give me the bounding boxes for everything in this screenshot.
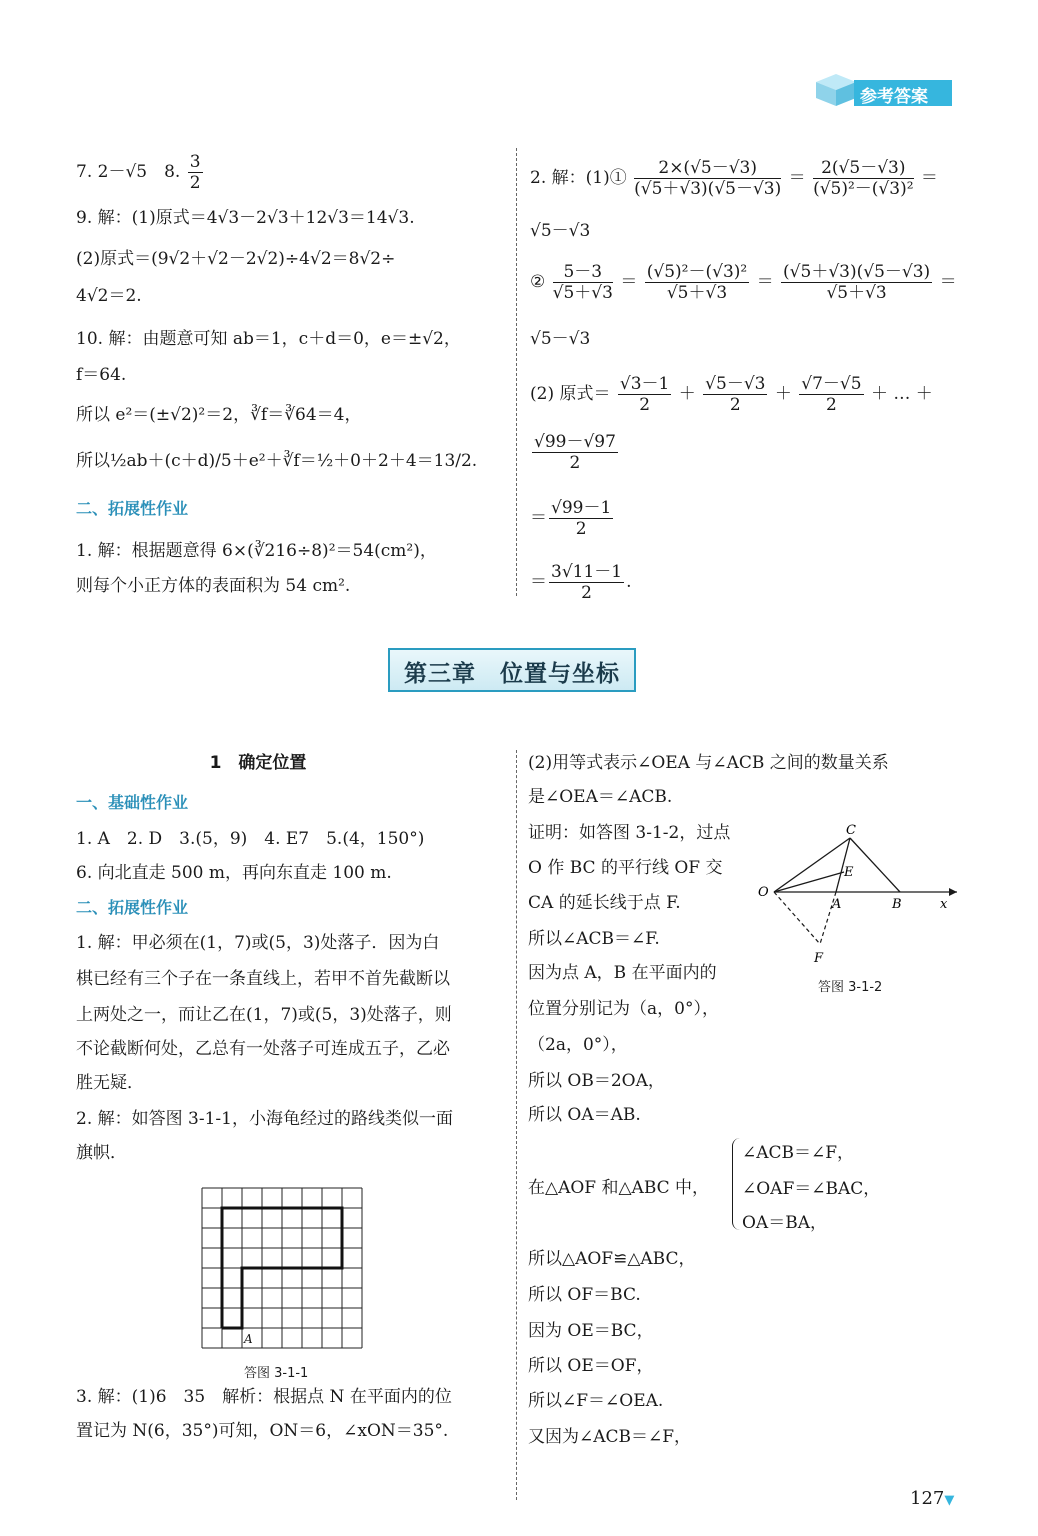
answer-line: 则每个小正方体的表面积为 54 cm².: [76, 576, 351, 596]
answer-line: 所以 OB＝2OA，: [528, 1071, 665, 1091]
answer-line: 胜无疑．: [76, 1073, 144, 1093]
section-heading: 一、基础性作业: [76, 793, 189, 812]
svg-text:A: A: [832, 897, 842, 912]
answer-line: √5－√3: [530, 329, 591, 349]
figure-caption: 答图 3-1-1: [244, 1366, 309, 1381]
answer-line: 6. 向北直走 500 m，再向东直走 100 m.: [76, 863, 392, 883]
condition-line: OA＝BA，: [742, 1213, 827, 1233]
answer-line: 所以 OE＝OF，: [528, 1356, 654, 1376]
answer-line: (2) 原式＝ $\frac{√3-1}{2}$ ＋ $\frac{√5-√3}{2}$ ＋ $\frac{√7-√5}{2}$ ＋ … ＋: [530, 374, 933, 415]
answer-key-badge: [806, 72, 952, 106]
answer-line: (2)原式＝(9√2＋√2－2√2)÷4√2＝8√2÷: [76, 249, 396, 269]
triangle-down-icon: ▼: [944, 1493, 955, 1508]
answer-line: 所以∠F＝∠OEA.: [528, 1391, 664, 1411]
chapter-title: 第三章 位置与坐标: [404, 661, 620, 687]
point-label: A: [244, 1332, 253, 1346]
answer-line: √5－√3: [530, 221, 591, 241]
answer-line: (2)用等式表示∠OEA 与∠ACB 之间的数量关系: [528, 753, 889, 773]
condition-line: ∠OAF＝∠BAC，: [742, 1179, 881, 1199]
answer-line: 上两处之一，而让乙在(1，7)或(5，3)处落子，则: [76, 1005, 452, 1025]
answer-line: ② $\frac{5-3}{√5+√3}$ ＝ $\frac{\text{(√5)²－(√3)²}}{√5+√3}$ ＝ $\frac{(√5+√3)(√5-√3)}{√5+√3}$ ＝: [530, 262, 957, 303]
answer-line: 2. 解：(1)① $\frac{2\times(√5-√3)}{(√5+√3)(√5-√3)}$ ＝ $\frac{2(√5-√3)}{\text{(√5)²－(√3)²}}$ ＝: [530, 158, 938, 199]
section-title: 1 确定位置: [209, 753, 307, 773]
answer-line: 1. 解：根据题意得 6×(∛216÷8)²＝54(cm²)，: [76, 541, 437, 561]
answer-line: 所以 OA＝AB.: [528, 1105, 641, 1125]
answer-line: 因为点 A，B 在平面内的: [528, 963, 717, 983]
svg-text:F: F: [814, 951, 824, 966]
answer-line: 棋已经有三个子在一条直线上，若甲不首先截断以: [76, 969, 450, 989]
column-divider: [516, 148, 517, 596]
answer-line: 3. 解：(1)6 35 解析：根据点 N 在平面内的位: [76, 1387, 452, 1407]
section-heading: 二、拓展性作业: [76, 499, 189, 518]
answer-line: 又因为∠ACB＝∠F，: [528, 1427, 692, 1447]
answer-line: 1. A 2. D 3.(5，9) 4. E7 5.(4，150°): [76, 829, 425, 849]
badge-label: 参考答案: [860, 87, 928, 107]
answer-line: 所以 e²＝(±√2)²＝2，∛f＝∛64＝4，: [76, 405, 362, 425]
answer-line: 所以 OF＝BC.: [528, 1285, 641, 1305]
answer-line: 位置分别记为（a，0°），: [528, 999, 719, 1019]
answer-line: $\frac{√99-√97}{2}$: [534, 432, 616, 473]
svg-text:B: B: [892, 897, 902, 912]
answer-line: O 作 BC 的平行线 OF 交: [528, 858, 723, 878]
answer-line: 所以½ab＋(c＋d)/5＋e²＋∛f＝½＋0＋2＋4＝13/2.: [76, 451, 478, 471]
answer-line: CA 的延长线于点 F.: [528, 893, 681, 913]
turtle-path-grid-figure: [200, 1186, 366, 1356]
chapter-banner: [388, 648, 636, 692]
answer-line: 所以△AOF≌△ABC，: [528, 1249, 696, 1269]
answer-line: 9. 解：(1)原式＝4√3－2√3＋12√3＝14√3.: [76, 208, 415, 228]
page-number: 127▼: [910, 1488, 955, 1509]
answer-line: 所以∠ACB＝∠F.: [528, 929, 660, 949]
answer-line: ＝ $\frac{3√11-1}{2}$ .: [530, 562, 632, 603]
answer-line: ＝ $\frac{√99-1}{2}$: [530, 498, 612, 539]
answer-line: 是∠OEA＝∠ACB.: [528, 787, 673, 807]
triangle-figure: [752, 820, 962, 970]
svg-text:O: O: [758, 885, 769, 900]
svg-text:E: E: [844, 865, 854, 880]
answer-line: （2a，0°），: [528, 1035, 628, 1055]
answer-line: 置记为 N(6，35°)可知，ON＝6，∠xON＝35°.: [76, 1421, 449, 1441]
figure-caption: 答图 3-1-2: [818, 980, 883, 995]
brace: [732, 1138, 741, 1230]
answer-line: 不论截断何处，乙总有一处落子可连成五子，乙必: [76, 1039, 450, 1059]
answer-line: f＝64.: [76, 365, 127, 385]
answer-line: 在△AOF 和△ABC 中，: [528, 1178, 710, 1198]
column-divider: [516, 750, 517, 1500]
answer-line: 旗帜．: [76, 1143, 127, 1163]
answer-line: 4√2＝2.: [76, 286, 142, 306]
answer-line: 因为 OE＝BC，: [528, 1321, 654, 1341]
condition-line: ∠ACB＝∠F，: [742, 1143, 855, 1163]
answer-line: 7. 2－√5 8. $\frac{3}{2}$: [76, 152, 201, 193]
answer-line: 证明：如答图 3-1-2，过点: [528, 823, 731, 843]
answer-line: 2. 解：如答图 3-1-1，小海龟经过的路线类似一面: [76, 1109, 453, 1129]
section-heading: 二、拓展性作业: [76, 898, 189, 917]
svg-text:x: x: [940, 897, 948, 912]
svg-text:C: C: [846, 823, 856, 838]
answer-line: 1. 解：甲必须在(1，7)或(5，3)处落子．因为白: [76, 933, 440, 953]
answer-line: 10. 解：由题意可知 ab＝1，c＋d＝0，e＝±√2，: [76, 329, 461, 349]
